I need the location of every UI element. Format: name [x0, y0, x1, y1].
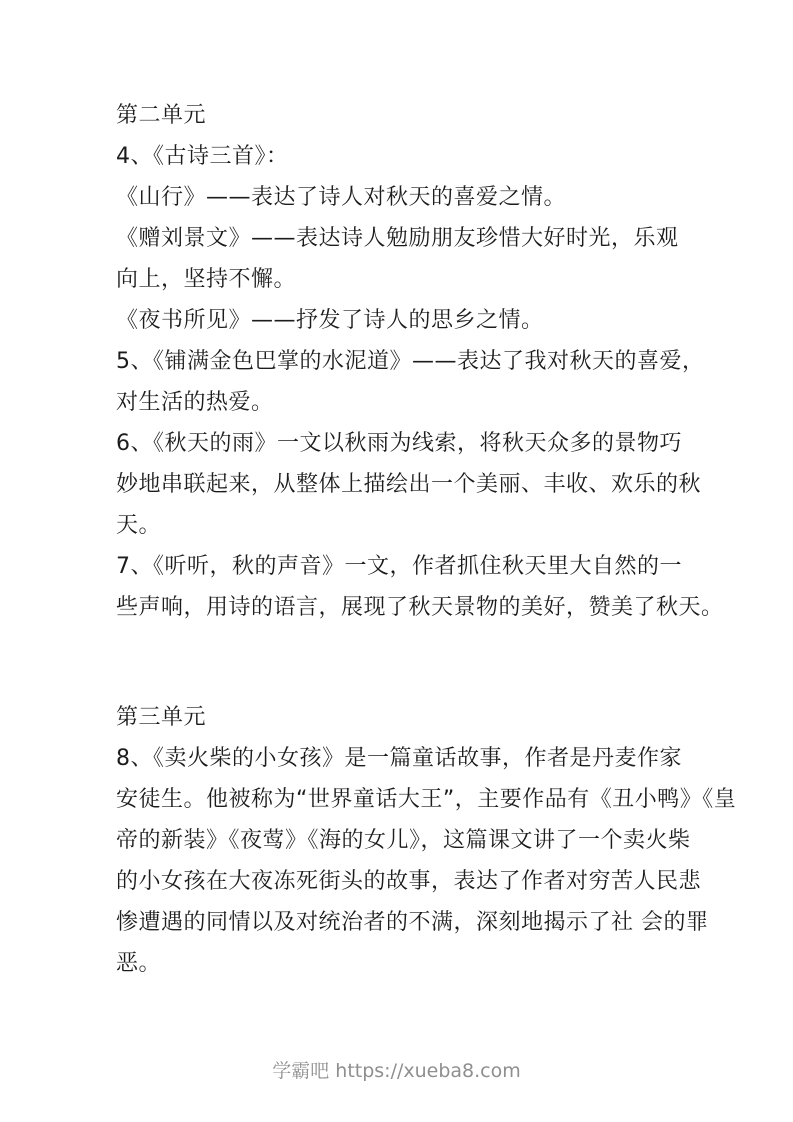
line-text: ——表达诗人勉励朋友珍惜大好时光，乐观	[251, 226, 679, 251]
line-text: 的小女孩在大夜冻死街头的故事，表达了作者对穷苦人民悲	[116, 869, 702, 894]
text-line	[116, 259, 688, 300]
poem-title: 《赠刘景文》	[116, 226, 252, 251]
line-text: 5、《铺满金色巴掌的水泥道》——表达了我对秋天的喜爱，	[116, 349, 705, 374]
line-text: 惨遭遇的同情以及对统治者的不满，深刻地揭示了社 会的罪	[116, 910, 709, 935]
text-line	[116, 464, 702, 505]
text-line	[116, 861, 702, 902]
text-line	[116, 218, 688, 259]
text-line	[116, 505, 688, 546]
line-text: 天。	[116, 513, 162, 538]
line-text: ——表达了诗人对秋天的喜爱之情。	[206, 185, 567, 210]
text-line	[116, 136, 688, 177]
text-line	[116, 341, 705, 382]
text-line	[116, 820, 691, 861]
text-line	[116, 382, 688, 423]
line-text: 向上，坚持不懈。	[116, 267, 297, 292]
line-text: 恶。	[116, 951, 162, 976]
line-text: 7、《听听，秋的声音》一文，作者抓住秋天里大自然的一	[116, 554, 682, 579]
document-content	[116, 95, 737, 984]
line-text: 安徒生。他被称为“世界童话大王”，主要作品有《丑小鸭》《皇	[116, 787, 737, 812]
section-heading-unit2: 第二单元	[116, 103, 207, 128]
poem-title: 《山行》	[116, 185, 207, 210]
section-heading-unit3: 第三单元	[116, 705, 207, 730]
poem-title: 《夜书所见》	[116, 308, 252, 333]
line-text: 些声响，用诗的语言，展现了秋天景物的美好，赞美了秋天。	[116, 595, 724, 620]
line-text: 4、《古诗三首》：	[116, 144, 289, 169]
line-text: ——抒发了诗人的思乡之情。	[251, 308, 544, 333]
text-line	[116, 546, 688, 587]
line-text: 帝的新装》《夜莺》《海的女儿》，这篇课文讲了一个卖火柴	[116, 828, 691, 853]
section-gap	[116, 628, 688, 697]
line-text: 对生活的热爱。	[116, 390, 274, 415]
line-text: 6、《秋天的雨》一文以秋雨为线索，将秋天众多的景物巧	[116, 431, 682, 456]
text-line	[116, 300, 688, 341]
text-line	[116, 943, 688, 984]
text-line	[116, 779, 737, 820]
line-text: 妙地串联起来，从整体上描绘出一个美丽、丰收、欢乐的秋	[116, 472, 702, 497]
line-text: 8、《卖火柴的小女孩》是一篇童话故事，作者是丹麦作家	[116, 746, 682, 771]
text-line	[116, 902, 709, 943]
text-line	[116, 738, 688, 779]
footer-text: 学霸吧 https://xueba8.com	[272, 1060, 521, 1082]
text-line	[116, 423, 688, 464]
text-line	[116, 587, 724, 628]
footer-watermark	[0, 1056, 793, 1086]
text-line	[116, 177, 688, 218]
